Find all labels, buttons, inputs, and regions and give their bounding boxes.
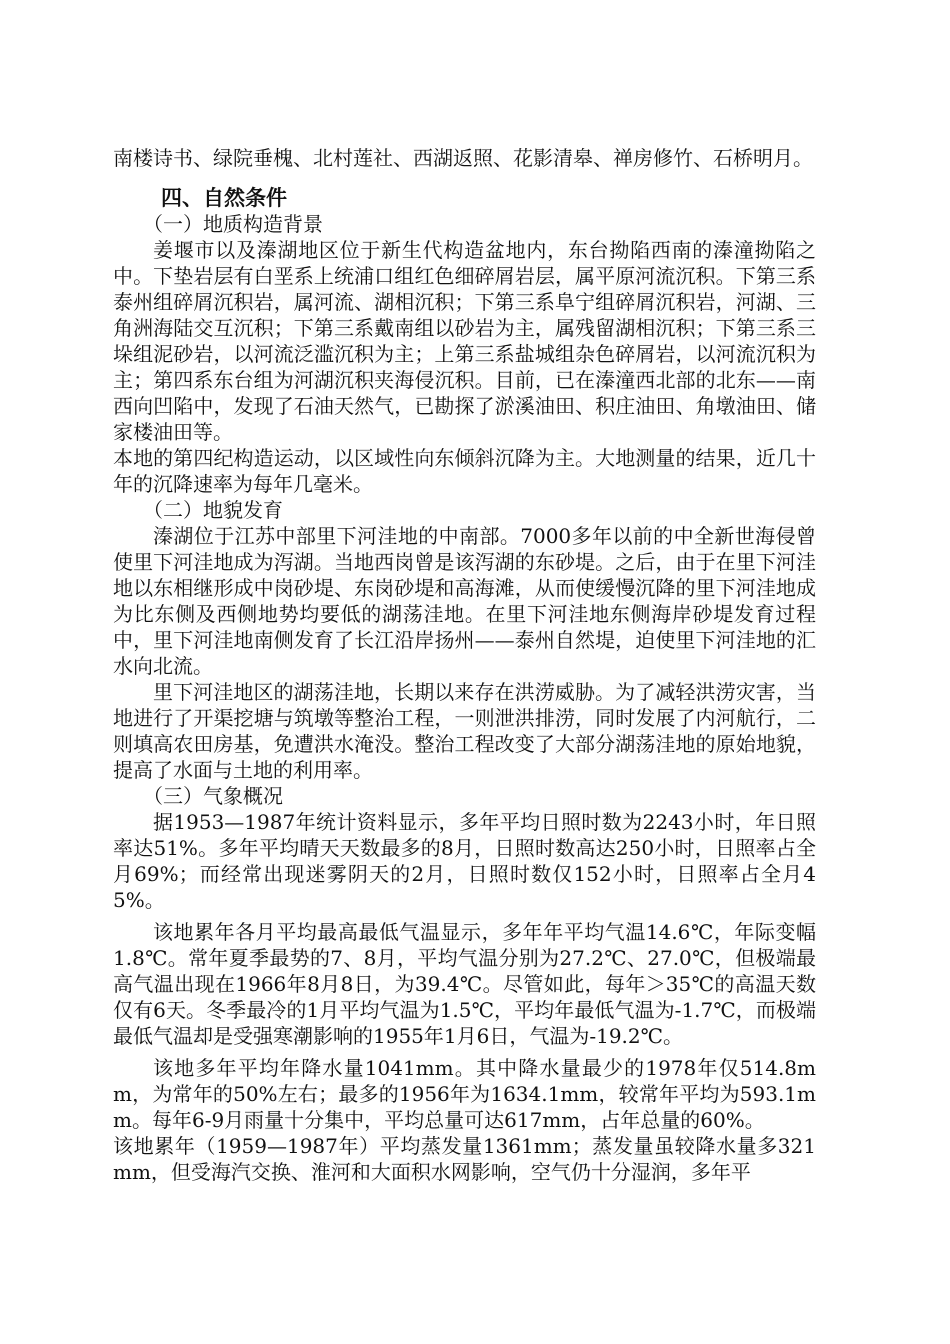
paragraph-scenic-spots: 南楼诗书、绿院垂槐、北村莲社、西湖返照、花影清皋、禅房修竹、石桥明月。	[113, 146, 813, 170]
paragraph-climate-evaporation: 该地累年（1959—1987年）平均蒸发量1361mm；蒸发量虽较降水量多321mm，但受海汽交换、淮河和大面积水网影响，空气仍十分湿润，多年平	[113, 1134, 816, 1184]
subsection-heading-climate: （三）气象概况	[143, 784, 283, 808]
subsection-heading-landform: （二）地貌发育	[143, 498, 283, 522]
subsection-heading-geology: （一）地质构造背景	[143, 212, 323, 236]
document-body	[113, 145, 816, 1185]
paragraph-landform-1: 溱湖位于江苏中部里下河洼地的中南部。7000多年以前的中全新世海侵曾使里下河洼地成为泻湖。当地西岗曾是该泻湖的东砂堤。之后，由于在里下河洼地以东相继形成中岗砂堤、东岗砂堤和高海滩，从而使缓慢沉降的里下河洼地成为比东侧及西侧地势均要低的湖荡洼地。在里下河洼地东侧海岸砂堤发育过程中，里下河洼地南侧发育了长江沿岸扬州——泰州自然堤，迫使里下河洼地的汇水向北流。	[113, 524, 816, 678]
paragraph-geology-2: 本地的第四纪构造运动，以区域性向东倾斜沉降为主。大地测量的结果，近几十年的沉降速率为每年几毫米。	[113, 446, 816, 496]
paragraph-geology-1: 姜堰市以及溱湖地区位于新生代构造盆地内，东台拗陷西南的溱潼拗陷之中。下垫岩层有白垩系上统浦口组红色细碎屑岩层，属平原河流沉积。下第三系泰州组碎屑沉积岩，属河流、湖相沉积；下第三系阜宁组碎屑沉积岩，河湖、三角洲海陆交互沉积；下第三系戴南组以砂岩为主，属残留湖相沉积；下第三系三垛组泥砂岩，以河流泛滥沉积为主；上第三系盐城组杂色碎屑岩，以河流沉积为主；第四系东台组为河湖沉积夹海侵沉积。目前，已在溱潼西北部的北东——南西向凹陷中，发现了石油天然气，已勘探了淤溪油田、积庄油田、角墩油田、储家楼油田等。	[113, 238, 816, 444]
paragraph-climate-precipitation: 该地多年平均年降水量1041mm。其中降水量最少的1978年仅514.8mm，为常年的50%左右；最多的1956年为1634.1mm，较常年平均为593.1mm。每年6-9月雨量十分集中，平均总量可达617mm，占年总量的60%。	[113, 1056, 816, 1132]
paragraph-landform-2: 里下河洼地区的湖荡洼地，长期以来存在洪涝威胁。为了减轻洪涝灾害，当地进行了开渠挖塘与筑墩等整治工程，一则泄洪排涝，同时发展了内河航行，二则填高农田房基，免遭洪水淹没。整治工程改变了大部分湖荡洼地的原始地貌，提高了水面与土地的利用率。	[113, 680, 816, 782]
paragraph-climate-temperature: 该地累年各月平均最高最低气温显示，多年年平均气温14.6℃，年际变幅1.8℃。常年夏季最势的7、8月，平均气温分别为27.2℃、27.0℃，但极端最高气温出现在1966年8月8日，为39.4℃。尽管如此，每年＞35℃的高温天数仅有6天。冬季最冷的1月平均气温为1.5℃，平均年最低气温为-1.7℃，而极端最低气温却是受强寒潮影响的1955年1月6日，气温为-19.2℃。	[113, 920, 816, 1048]
section-heading-natural-conditions: 四、自然条件	[161, 186, 287, 210]
paragraph-climate-sunshine: 据1953—1987年统计资料显示，多年平均日照时数为2243小时，年日照率达51%。多年平均晴天天数最多的8月，日照时数高达250小时，日照率占全月69%；而经常出现迷雾阴天的2月，日照时数仅152小时，日照率占全月45%。	[113, 810, 816, 912]
